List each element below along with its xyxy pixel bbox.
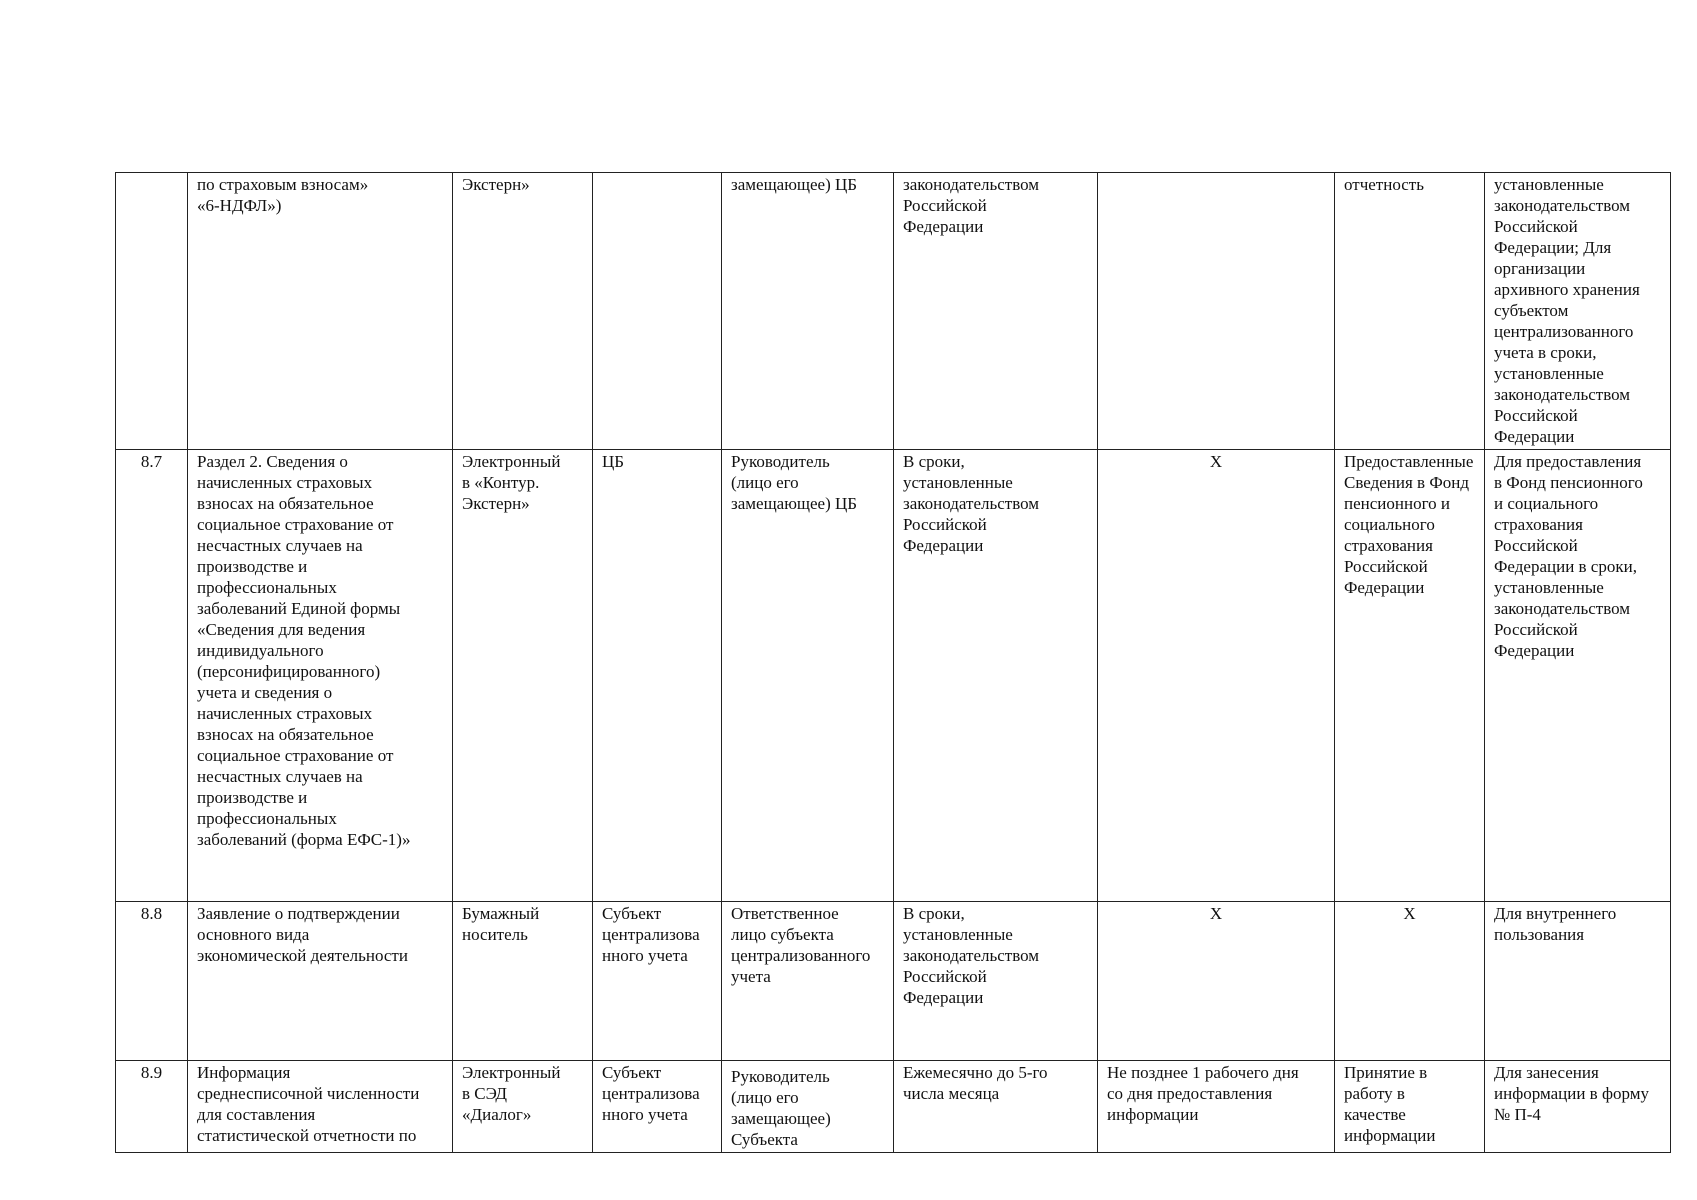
document-name-cell xyxy=(188,173,453,450)
purpose-cell xyxy=(1485,450,1671,902)
purpose: Для занесения информации в форму № П-4 xyxy=(1494,1063,1649,1124)
document-name: Раздел 2. Сведения о начисленных страховых взносах на обязательное социальное страхование от несчастных случаев на производстве и профессиональных заболеваний Единой формы «Сведения для ведения индивидуального (персонифицированного) учета и сведения о начисленных страховых взносах на обязательное социальное страхование от несчастных случаев на производстве и профессиональных заболеваний (форма ЕФС-1)» xyxy=(197,452,411,849)
deadline: законодательством Российской Федерации xyxy=(903,175,1040,236)
deadline-cell xyxy=(894,450,1098,902)
receiver-action: отчетность xyxy=(1344,175,1424,194)
document-form-cell xyxy=(453,450,593,902)
document-form-cell xyxy=(453,902,593,1061)
document-name: Информация среднесписочной численности для составления статистической отчетности по xyxy=(197,1063,420,1145)
row-number: 8.9 xyxy=(140,1063,163,1082)
purpose: Для предоставления в Фонд пенсионного и социального страхования Российской Федерации в сроки, установленные законодательством Российской Федерации xyxy=(1494,452,1643,660)
signer-cell xyxy=(722,450,894,902)
responsible-cell xyxy=(593,1061,722,1153)
document-name-cell xyxy=(188,450,453,902)
signer-cell xyxy=(722,902,894,1061)
row-number: 8.8 xyxy=(140,904,163,923)
table-row xyxy=(116,902,1671,1061)
purpose-cell xyxy=(1485,173,1671,450)
purpose: установленные законодательством Российской Федерации; Для организации архивного хранения субъектом централизованного учета в сроки, установленные законодательством Российской Федерации xyxy=(1494,175,1640,446)
table-row xyxy=(116,1061,1671,1153)
execution-term: Х xyxy=(1209,904,1223,923)
purpose: Для внутреннего пользования xyxy=(1494,904,1617,944)
document-form: Бумажный носитель xyxy=(462,904,540,944)
document-name: по страховым взносам» «6-НДФЛ») xyxy=(197,175,369,215)
deadline: В сроки, установленные законодательством Российской Федерации xyxy=(903,452,1040,555)
deadline-cell xyxy=(894,902,1098,1061)
table-row xyxy=(116,173,1671,450)
execution-term: Х xyxy=(1209,452,1223,471)
document-name: Заявление о подтверждении основного вида экономической деятельности xyxy=(197,904,408,965)
document-name-cell xyxy=(188,1061,453,1153)
signer-cell xyxy=(722,173,894,450)
purpose-cell xyxy=(1485,1061,1671,1153)
responsible-cell xyxy=(593,450,722,902)
signer: Ответственное лицо субъекта централизованного учета xyxy=(731,904,871,986)
signer: замещающее) ЦБ xyxy=(731,175,858,194)
row-number-cell xyxy=(116,1061,188,1153)
deadline: В сроки, установленные законодательством Российской Федерации xyxy=(903,904,1040,1007)
document-form-cell xyxy=(453,173,593,450)
document-form-cell xyxy=(453,1061,593,1153)
row-number-cell xyxy=(116,902,188,1061)
receiver-cell xyxy=(1335,173,1485,450)
row-number-cell xyxy=(116,173,188,450)
table-row xyxy=(116,450,1671,902)
responsible: Субъект централизова нного учета xyxy=(602,1063,700,1124)
receiver-action: Принятие в работу в качестве информации xyxy=(1344,1063,1436,1145)
signer-cell xyxy=(722,1061,894,1153)
receiver-cell xyxy=(1335,902,1485,1061)
receiver-cell xyxy=(1335,1061,1485,1153)
execution-term: Не позднее 1 рабочего дня со дня предоставления информации xyxy=(1107,1063,1299,1124)
row-number: 8.7 xyxy=(140,452,163,471)
register-table xyxy=(115,172,1671,1153)
receiver-action: Х xyxy=(1403,904,1416,923)
signer: Руководитель (лицо его замещающее) ЦБ xyxy=(731,452,858,513)
row-number-cell xyxy=(116,450,188,902)
responsible: ЦБ xyxy=(602,452,625,471)
document-name-cell xyxy=(188,902,453,1061)
execution-cell xyxy=(1098,450,1335,902)
responsible-cell xyxy=(593,173,722,450)
signer: Руководитель (лицо его замещающее) Субъекта xyxy=(731,1067,831,1149)
document-form: Электронный в «Контур. Экстерн» xyxy=(462,452,561,513)
document-form: Экстерн» xyxy=(462,175,530,194)
purpose-cell xyxy=(1485,902,1671,1061)
receiver-cell xyxy=(1335,450,1485,902)
receiver-action: Предоставленные Сведения в Фонд пенсионного и социального страхования Российской Федерации xyxy=(1344,452,1474,597)
responsible: Субъект централизова нного учета xyxy=(602,904,700,965)
execution-cell xyxy=(1098,902,1335,1061)
deadline-cell xyxy=(894,173,1098,450)
responsible-cell xyxy=(593,902,722,1061)
document-form: Электронный в СЭД «Диалог» xyxy=(462,1063,561,1124)
deadline: Ежемесячно до 5-го числа месяца xyxy=(903,1063,1048,1103)
execution-cell xyxy=(1098,173,1335,450)
execution-cell xyxy=(1098,1061,1335,1153)
deadline-cell xyxy=(894,1061,1098,1153)
